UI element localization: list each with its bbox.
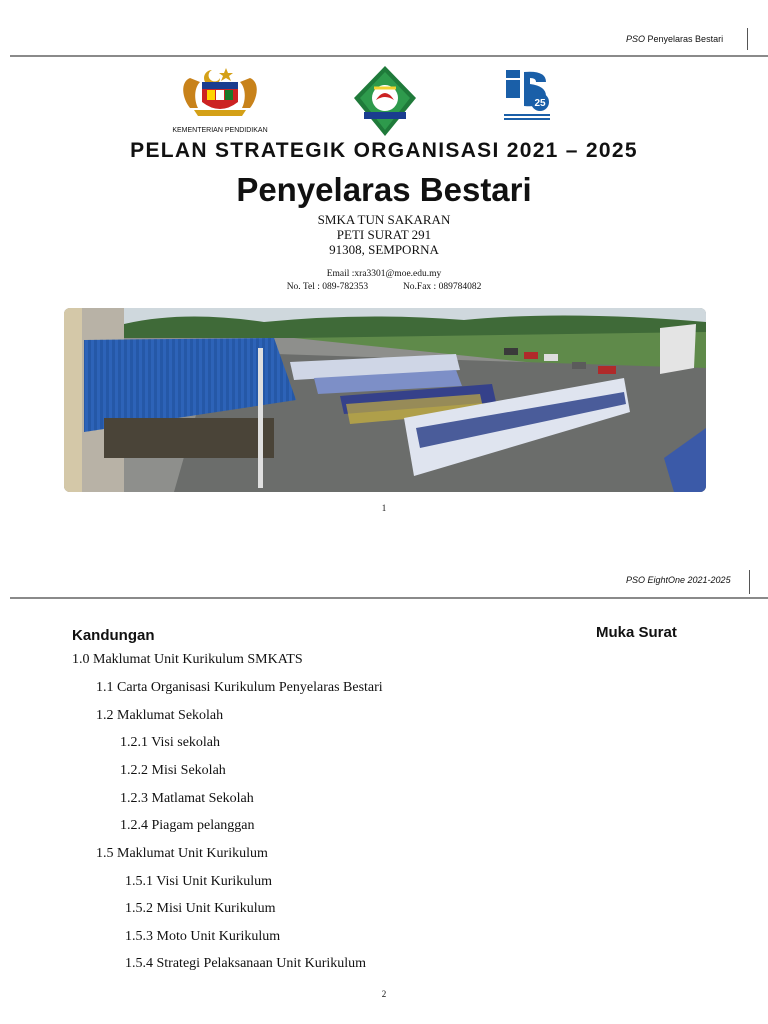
- address-line: 91308, SEMPORNA: [329, 242, 439, 257]
- email-line: Email :xra3301@moe.edu.my: [326, 269, 442, 279]
- page-number: 1: [381, 503, 387, 513]
- phone-fax-line: [0, 282, 768, 292]
- toc-item[interactable]: 1.2 Maklumat Sekolah: [96, 708, 224, 723]
- page2-header-text: PSO EightOne 2021-2025: [626, 575, 731, 585]
- toc-item[interactable]: 1.5.4 Strategi Pelaksanaan Unit Kurikulum: [125, 956, 367, 971]
- toc-item[interactable]: 1.0 Maklumat Unit Kurikulum SMKATS: [72, 652, 303, 667]
- page2-header: [626, 575, 731, 585]
- toc-item[interactable]: 1.2.4 Piagam pelanggan: [120, 818, 255, 833]
- toc-item[interactable]: 1.1 Carta Organisasi Kurikulum Penyelaras Bestari: [96, 680, 383, 695]
- address-line: SMKA TUN SAKARAN: [317, 212, 451, 227]
- page1-header: [626, 34, 723, 44]
- address-line: PETI SURAT 291: [336, 227, 432, 242]
- page2-header-rule: [10, 597, 768, 599]
- school-badge-icon: [350, 64, 420, 138]
- fax-number: No.Fax : 089784082: [402, 282, 482, 292]
- toc-item[interactable]: 1.5.3 Moto Unit Kurikulum: [125, 929, 281, 944]
- school-badge: [350, 64, 420, 138]
- page1-header-rule: [10, 55, 768, 57]
- page-number: 2: [381, 989, 387, 999]
- toc-heading: Kandungan: [72, 627, 155, 644]
- toc-page-column-heading: Muka Surat: [596, 624, 677, 641]
- page1-header-text: Penyelaras Bestari: [647, 34, 724, 44]
- ministry-logo: [160, 64, 280, 134]
- ministry-caption: KEMENTERIAN PENDIDIKAN: [172, 127, 268, 134]
- toc-item[interactable]: 1.5.1 Visi Unit Kurikulum: [125, 874, 273, 889]
- header-tick: [749, 570, 750, 594]
- page1-header-prefix: PSO: [626, 34, 646, 44]
- school-assembly-photo: [64, 308, 706, 492]
- toc-item[interactable]: 1.2.2 Misi Sekolah: [120, 763, 226, 778]
- anniversary-25-icon: [502, 68, 554, 124]
- toc-item[interactable]: 1.2.3 Matlamat Sekolah: [120, 791, 254, 806]
- phone-number: No. Tel : 089-782353: [286, 282, 369, 292]
- document-subtitle: Penyelaras Bestari: [236, 171, 532, 208]
- toc-item[interactable]: 1.5 Maklumat Unit Kurikulum: [96, 846, 268, 861]
- svg-text:25: 25: [534, 98, 546, 109]
- school-address: [0, 212, 768, 257]
- toc-item[interactable]: 1.5.2 Misi Unit Kurikulum: [125, 901, 276, 916]
- document-title: PELAN STRATEGIK ORGANISASI 2021 – 2025: [130, 139, 638, 162]
- toc-item[interactable]: 1.2.1 Visi sekolah: [120, 735, 221, 750]
- coat-of-arms-icon: [160, 64, 280, 122]
- anniversary-logo: [502, 68, 554, 124]
- header-tick: [747, 28, 748, 50]
- assembly-photo-illustration: [64, 308, 706, 492]
